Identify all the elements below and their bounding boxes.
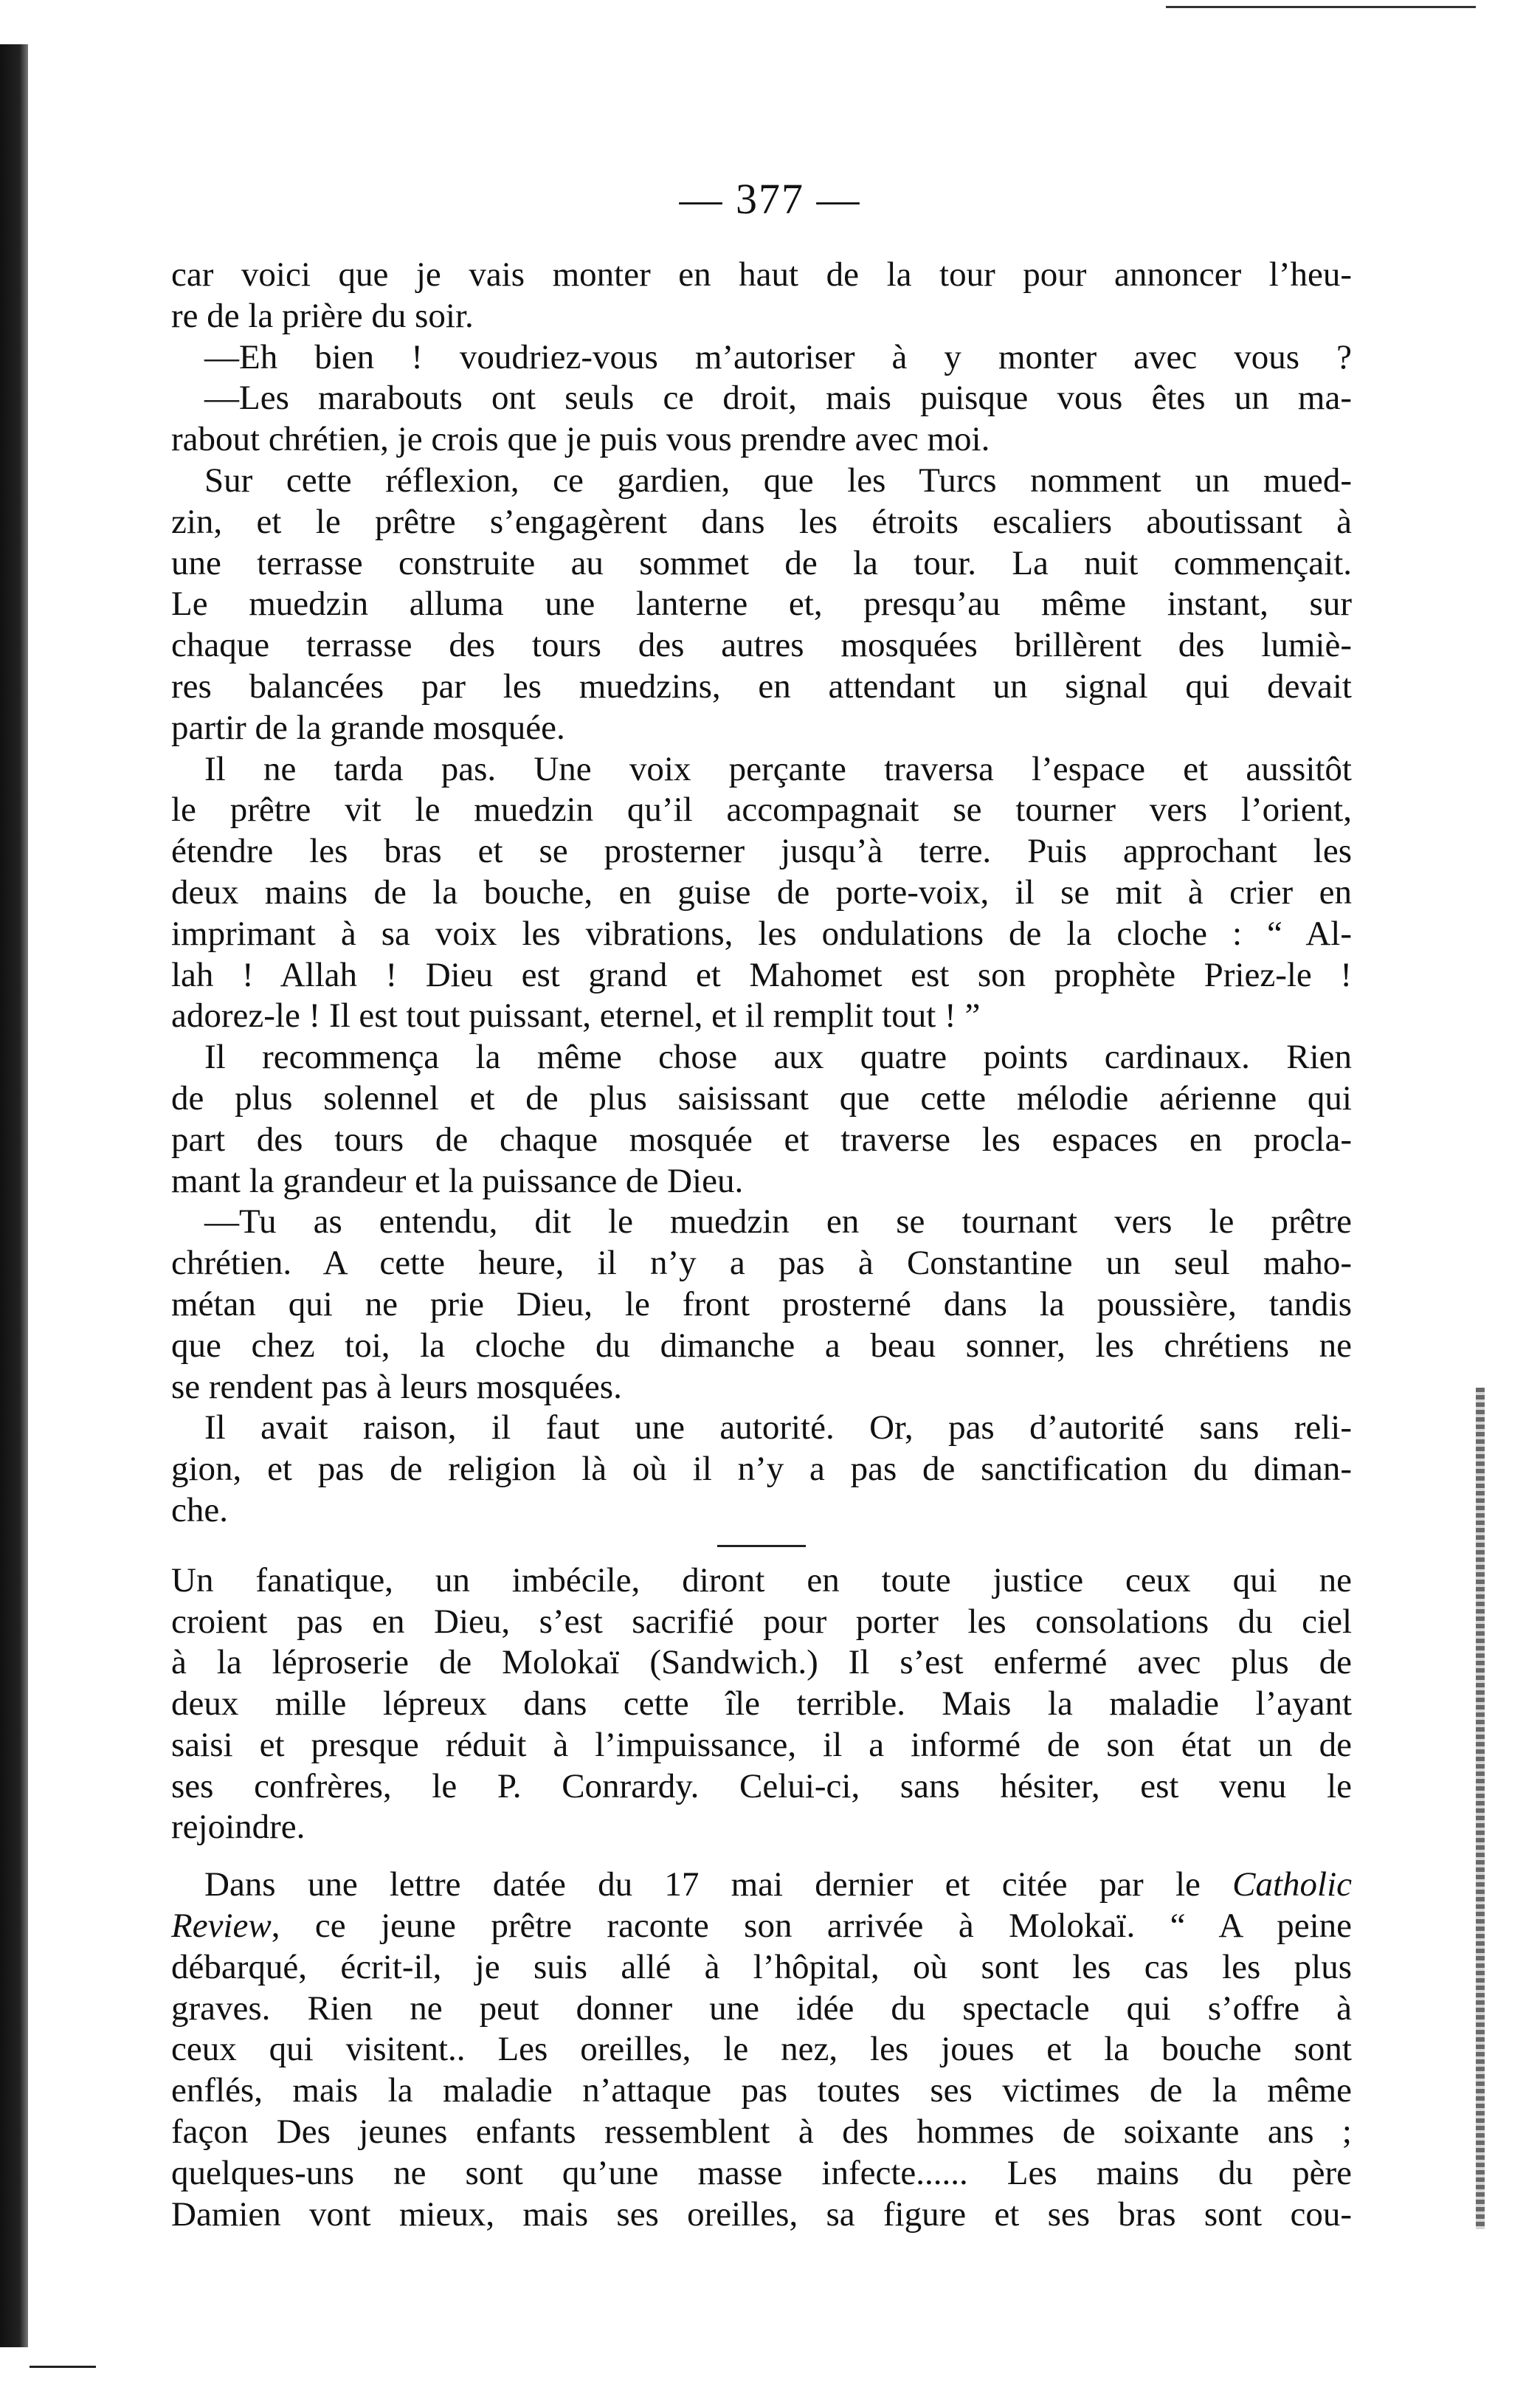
text-line: à la léproserie de Molokaï (Sandwich.) Il s’est enfermé avec plus de	[171, 1643, 1352, 1682]
text-line: zin, et le prêtre s’engagèrent dans les étroits escaliers aboutissant à	[171, 502, 1352, 541]
text-fragment: Dans une lettre datée du 17 mai dernier et citée par le	[204, 1865, 1201, 1904]
text-line: part des tours de chaque mosquée et traverse les espaces en procla-	[171, 1120, 1352, 1159]
text-line: Sur cette réflexion, ce gardien, que les Turcs nomment un mued-	[204, 461, 1352, 500]
binding-edge	[0, 44, 28, 2347]
text-line: façon Des jeunes enfants ressemblent à des hommes de soixante ans ;	[171, 2113, 1352, 2152]
journal-title: Review	[171, 1907, 272, 1946]
text-line: —Les marabouts ont seuls ce droit, mais puisque vous êtes un ma-	[204, 379, 1352, 418]
page-number: — 377 —	[679, 175, 861, 223]
text-line: Le muedzin alluma une lanterne et, presqu’au même instant, sur	[171, 585, 1352, 624]
text-line: gion, et pas de religion là où il n’y a pas de sanctification du diman-	[171, 1450, 1352, 1489]
text-line: Il recommença la même chose aux quatre points cardinaux. Rien	[204, 1038, 1352, 1077]
text-line: ceux qui visitent.. Les oreilles, le nez, les joues et la bouche sont	[171, 2030, 1352, 2069]
text-line: enflés, mais la maladie n’attaque pas toutes ses victimes de la même	[171, 2071, 1352, 2110]
text-line: imprimant à sa voix les vibrations, les ondulations de la cloche : “ Al-	[171, 914, 1352, 953]
text-line: quelques-uns ne sont qu’une masse infecte...... Les mains du père	[171, 2153, 1352, 2192]
text-line: rejoindre.	[171, 1808, 305, 1847]
text-line	[171, 1906, 1352, 1947]
text-line: car voici que je vais monter en haut de la tour pour annoncer l’heu-	[171, 255, 1352, 294]
text-line: étendre les bras et se prosterner jusqu’à terre. Puis approchant les	[171, 832, 1352, 871]
text-line: res balancées par les muedzins, en attendant un signal qui devait	[171, 667, 1352, 706]
journal-title: Catholic	[1232, 1865, 1352, 1904]
text-line: —Tu as entendu, dit le muedzin en se tournant vers le prêtre	[204, 1202, 1352, 1242]
bottom-edge-rule	[30, 2366, 96, 2368]
text-line: deux mille lépreux dans cette île terrible. Mais la maladie l’ayant	[171, 1684, 1352, 1724]
text-line: une terrasse construite au sommet de la tour. La nuit commençait.	[171, 543, 1352, 582]
text-line: de plus solennel et de plus saisissant que cette mélodie aérienne qui	[171, 1078, 1352, 1118]
text-line: le prêtre vit le muedzin qu’il accompagnait se tourner vers l’orient,	[171, 791, 1352, 830]
text-line: croient pas en Dieu, s’est sacrifié pour porter les consolations du ciel	[171, 1602, 1352, 1641]
text-line: chaque terrasse des tours des autres mosquées brillèrent des lumiè-	[171, 626, 1352, 665]
text-line: Il ne tarda pas. Une voix perçante traversa l’espace et aussitôt	[204, 749, 1352, 788]
section-separator-rule	[717, 1545, 806, 1547]
text-line: que chez toi, la cloche du dimanche a beau sonner, les chrétiens ne	[171, 1326, 1352, 1365]
text-line: deux mains de la bouche, en guise de porte-voix, il se mit à crier en	[171, 872, 1352, 912]
text-line: se rendent pas à leurs mosquées.	[171, 1367, 622, 1406]
text-line: partir de la grande mosquée.	[171, 708, 565, 747]
top-edge-rule	[1166, 6, 1476, 8]
text-line: débarqué, écrit-il, je suis allé à l’hôpital, où sont les cas les plus	[171, 1947, 1352, 1986]
text-line: Damien vont mieux, mais ses oreilles, sa figure et ses bras sont cou-	[171, 2194, 1352, 2234]
text-line: re de la prière du soir.	[171, 296, 474, 335]
text-fragment: , ce jeune prêtre raconte son arrivée à Molokaï. “ A peine	[271, 1907, 1352, 1946]
text-line: ses confrères, le P. Conrardy. Celui-ci, sans hésiter, est venu le	[171, 1766, 1352, 1805]
text-body	[171, 255, 1352, 2235]
text-line	[171, 1865, 1352, 1906]
text-line: graves. Rien ne peut donner une idée du spectacle qui s’offre à	[171, 1989, 1352, 2028]
text-line: Il avait raison, il faut une autorité. Or, pas d’autorité sans reli-	[204, 1408, 1352, 1447]
text-line: —Eh bien ! voudriez-vous m’autoriser à y monter avec vous ?	[204, 337, 1352, 376]
text-line: rabout chrétien, je crois que je puis vous prendre avec moi.	[171, 420, 990, 459]
text-line: mant la grandeur et la puissance de Dieu.	[171, 1161, 744, 1200]
right-edge-scan-artifact	[1476, 1388, 1485, 2229]
text-line: adorez-le ! Il est tout puissant, eternel, et il remplit tout ! ”	[171, 996, 981, 1036]
text-line: chrétien. A cette heure, il n’y a pas à Constantine un seul maho-	[171, 1244, 1352, 1283]
text-line: lah ! Allah ! Dieu est grand et Mahomet est son prophète Priez-le !	[171, 955, 1352, 994]
text-line: Un fanatique, un imbécile, diront en toute justice ceux qui ne	[171, 1560, 1352, 1600]
text-line: métan qui ne prie Dieu, le front prosterné dans la poussière, tandis	[171, 1284, 1352, 1323]
text-line: saisi et presque réduit à l’impuissance, il a informé de son état un de	[171, 1725, 1352, 1764]
text-line: che.	[171, 1490, 228, 1529]
